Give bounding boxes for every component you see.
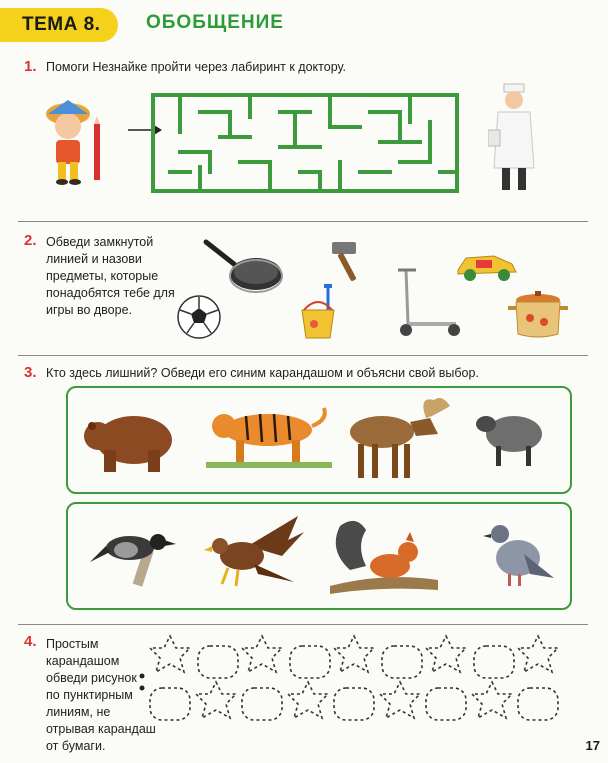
toy-car-image[interactable]: [454, 248, 520, 282]
task-4-text: Простым карандашом обведи рисунок по пунктирным линиям, не отрывая карандаш от бумаги.: [46, 637, 156, 753]
page-number: 17: [585, 738, 600, 753]
pigeon-image[interactable]: [480, 514, 558, 590]
crow-image[interactable]: [86, 522, 178, 588]
task-2-number: 2.: [24, 232, 37, 249]
eagle-image[interactable]: [198, 512, 304, 592]
squirrel-image[interactable]: [326, 516, 440, 594]
separator: [18, 624, 588, 625]
saucepan-image[interactable]: [508, 290, 568, 340]
task-3-number: 3.: [24, 364, 37, 381]
neznaika-illustration: [38, 96, 108, 188]
page-title: ОБОБЩЕНИЕ: [146, 12, 284, 33]
hammer-image[interactable]: [330, 238, 372, 284]
task-2-text: Обведи замкнутой линией и назови предметы, которые понадобятся тебе для игры во дворе.: [46, 235, 175, 317]
separator: [18, 355, 588, 356]
bucket-and-shovel-image[interactable]: [298, 282, 342, 340]
tiger-image[interactable]: [206, 400, 332, 470]
soccer-ball-image[interactable]: [176, 294, 222, 340]
moose-image[interactable]: [342, 392, 454, 484]
task-3-text: Кто здесь лишний? Обведи его синим карандашом и объясни свой выбор.: [46, 366, 479, 380]
sheep-image[interactable]: [474, 404, 550, 468]
task-1-text: Помоги Незнайке пройти через лабиринт к доктору.: [46, 60, 346, 74]
task-1-number: 1.: [24, 58, 37, 75]
frying-pan-image[interactable]: [202, 238, 284, 294]
separator: [18, 221, 588, 222]
topic-label: ТЕМА 8.: [22, 14, 101, 35]
maze[interactable]: [150, 92, 460, 194]
topic-tab: [0, 8, 118, 42]
bear-image[interactable]: [82, 404, 176, 476]
doctor-illustration: [488, 80, 544, 196]
dotted-tracing-pattern[interactable]: [138, 632, 576, 736]
task-4-number: 4.: [24, 633, 37, 650]
